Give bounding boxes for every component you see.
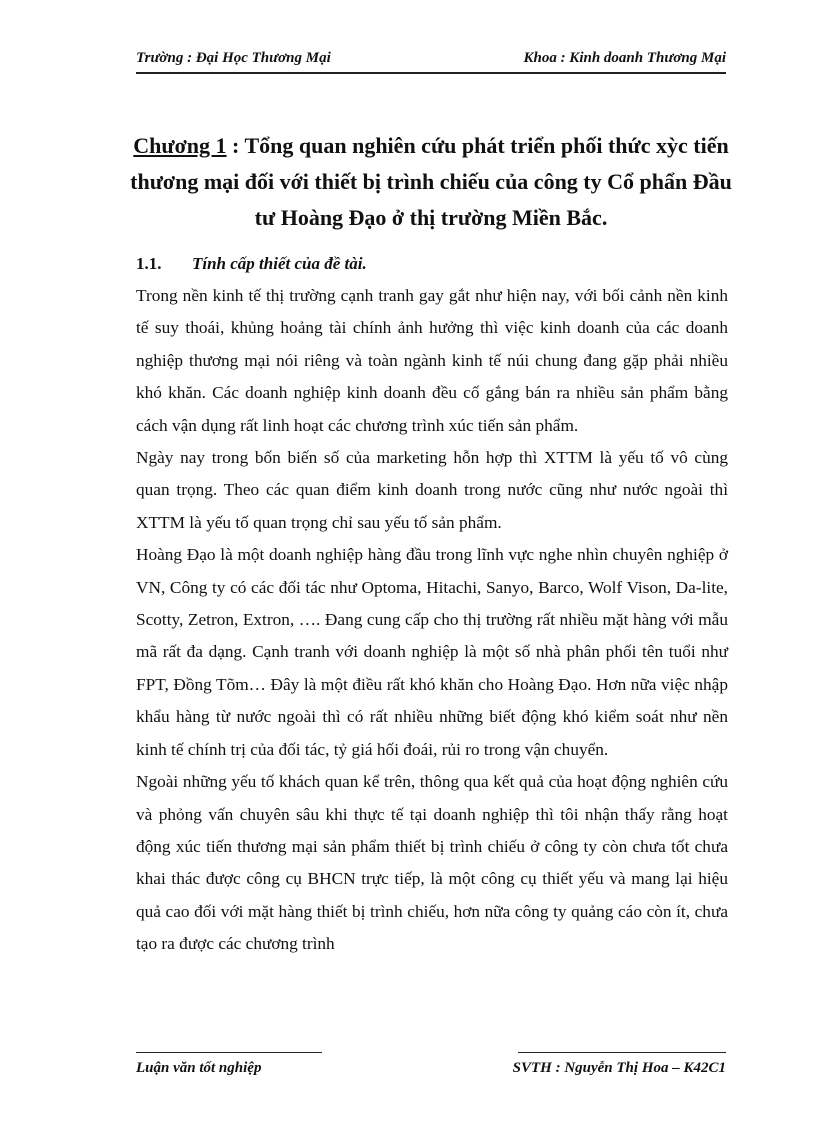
chapter-title-text: : Tổng quan nghiên cứu phát triển phối thức xỳc tiến thương mại đối với thiết bị trình chiếu của công ty Cổ phẩn Đầu tư Hoàng Đạo ở thị trường Miền Bắc. <box>130 133 732 230</box>
chapter-title <box>120 128 742 236</box>
section-number: 1.1. <box>136 254 162 273</box>
chapter-label: Chương 1 <box>133 133 227 158</box>
section-title: Tính cấp thiết của đề tài. <box>192 254 367 273</box>
body-text <box>136 280 728 961</box>
footer-rule-right <box>518 1052 726 1053</box>
header-school: Trường : Đại Học Thương Mại <box>136 50 331 66</box>
page-header <box>136 48 726 74</box>
paragraph: Trong nền kinh tế thị trường cạnh tranh gay gắt như hiện nay, với bối cảnh nền kinh tế suy thoái, khủng hoảng tài chính ảnh hưởng thì việc kinh doanh của các doanh nghiệp thương mại nói riêng và toàn ngành kinh tế núi chung đang gặp phải nhiều khó khăn. Các doanh nghiệp kinh doanh đều cố gắng bán ra nhiều sản phẩm bằng cách vận dụng rất linh hoạt các chương trình xúc tiến sản phẩm. <box>136 286 728 435</box>
page-footer <box>136 1060 726 1082</box>
paragraph: Hoàng Đạo là một doanh nghiệp hàng đầu trong lĩnh vực nghe nhìn chuyên nghiệp ở VN, Công ty có các đối tác như Optoma, Hitachi, Sanyo, Barco, Wolf Vison, Da-lite, Scotty, Zetron, Extron, …. Đang cung cấp cho thị trường rất nhiều mặt hàng với mẫu mã rất đa dạng. Cạnh tranh với doanh nghiệp là một số nhà phân phối tên tuổi như FPT, Đồng Tõm… Đây là một điều rất khó khăn cho Hoàng Đạo. Hơn nữa việc nhập khẩu hàng từ nước ngoài thì có rất nhiều những biết động khó kiểm soát như nền kinh tế chính trị của đối tác, tỷ giá hối đoái, rủi ro trong vận chuyển. <box>136 545 728 759</box>
footer-thesis: Luận văn tốt nghiệp <box>136 1060 262 1076</box>
footer-student: SVTH : Nguyễn Thị Hoa – K42C1 <box>512 1060 726 1076</box>
paragraph: Ngoài những yếu tố khách quan kể trên, thông qua kết quả của hoạt động nghiên cứu và phỏng vấn chuyên sâu khi thực tế tại doanh nghiệp thì tôi nhận thấy rằng hoạt động xúc tiến thương mại sản phẩm thiết bị trình chiếu ở công ty còn chưa tốt chưa khai thác được công cụ BHCN trực tiếp, là một công cụ thiết yếu và mang lại hiệu quả cao đối với mặt hàng thiết bị trình chiếu, hơn nữa công ty quảng cáo còn ít, chưa tạo ra được các chương trình <box>136 772 728 954</box>
section-heading <box>136 254 367 274</box>
footer-rule-left <box>136 1052 322 1053</box>
header-faculty: Khoa : Kinh doanh Thương Mại <box>523 50 726 66</box>
paragraph: Ngày nay trong bốn biến số của marketing hỗn hợp thì XTTM là yếu tố vô cùng quan trọng. Theo các quan điểm kinh doanh trong nước cũng như nước ngoài thì XTTM là yếu tố quan trọng chỉ sau yếu tố sản phẩm. <box>136 448 728 532</box>
